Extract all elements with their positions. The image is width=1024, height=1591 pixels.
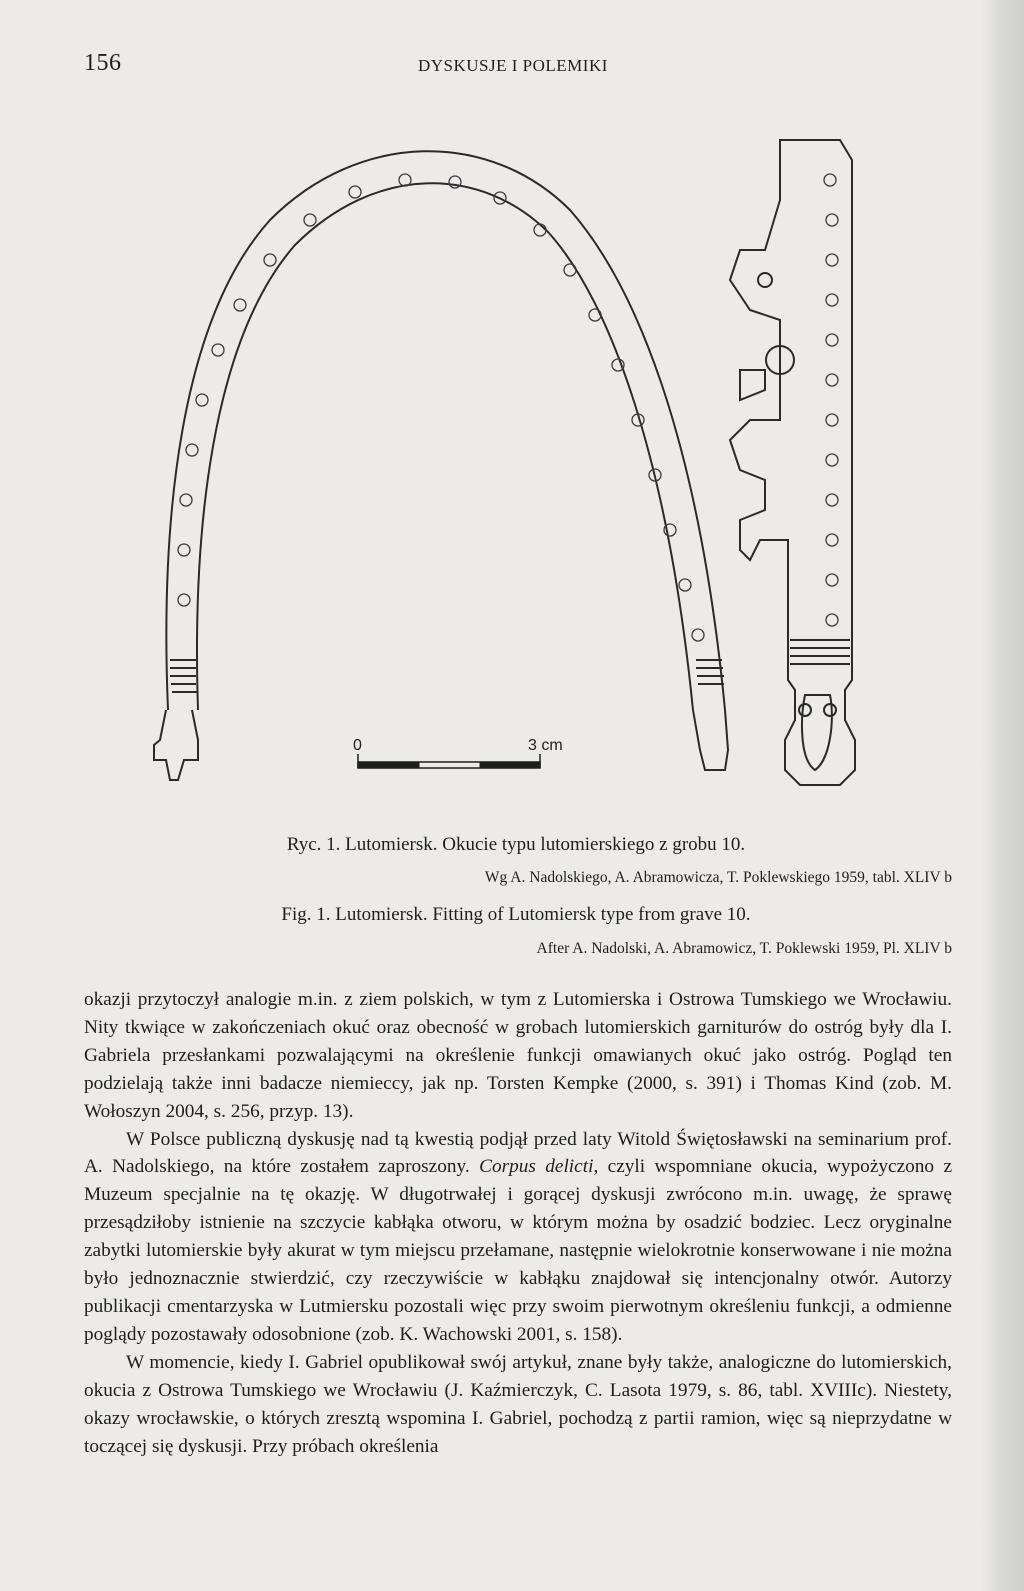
paragraph-3: W momencie, kiedy I. Gabriel opublikował swój artykuł, znane były także, analogiczne do lutomierskich, okucia z Ostrowa Tumskiego we Wrocławiu (J. Kaźmierczyk, C. Lasota 1979, s. 86, tabl. XVIIIc). Niestety, okazy wrocławskie, o których zresztą wspomina I. Gabriel, pochodzą z partii ramion, więc są nieprzydatne w toczącej się dyskusji. Przy próbach określenia bbox=[84, 1351, 952, 1457]
scale-zero-label: 0 bbox=[353, 737, 362, 754]
figure-caption-polish: Ryc. 1. Lutomiersk. Okucie typu lutomierskiego z grobu 10. bbox=[286, 834, 746, 855]
figure-source-english: After A. Nadolski, A. Abramowicz, T. Poklewski 1959, Pl. XLIV b bbox=[536, 940, 952, 957]
fitting-plate-drawing bbox=[730, 140, 855, 785]
running-head: DYSKUSJE I POLEMIKI bbox=[418, 56, 608, 75]
scale-unit-label: 3 cm bbox=[528, 737, 563, 754]
figure-source-polish: Wg A. Nadolskiego, A. Abramowicza, T. Poklewskiego 1959, tabl. XLIV b bbox=[484, 869, 952, 886]
figure-caption-english: Fig. 1. Lutomiersk. Fitting of Lutomiersk type from grave 10. bbox=[281, 904, 751, 925]
body-text bbox=[84, 986, 952, 1460]
paragraph-2: W Polsce publiczną dyskusję nad tą kwestią podjął przed laty Witold Świętosławski na seminarium prof. A. Nadolskiego, na które zostałem zaproszony. Corpus delicti, czyli wspomniane okucia, wypożyczono z Muzeum specjalnie na tę okazję. W długotrwałej i gorącej dyskusji zwrócono m.in. uwagę, że sprawę przesądziłoby istnienie na szczycie kabłąka otworu, w którym można by osadzić bodziec. Lecz oryginalne zabytki lutomierskie były akurat w tym miejscu przełamane, następnie wielokrotnie konserwowane i nie można było jednoznacznie stwierdzić, czy rzeczywiście w kabłąku znajdował się intencjonalny otwór. Autorzy publikacji cmentarzyska w Lutmiersku pozostali więc przy swoim pierwotnym określeniu funkcji, a odmienne poglądy pozostawały odosobnione (zob. K. Wachowski 2001, s. 158). bbox=[84, 1128, 953, 1345]
paragraph-1: okazji przytoczył analogie m.in. z ziem polskich, w tym z Lutomierska i Ostrowa Tumskiego we Wrocławiu. Nity tkwiące w zakończeniach okuć oraz obecność w grobach lutomierskich garniturów do ostróg były dla I. Gabriela przesłankami pozwalającymi na określenie funkcji omawianych okuć jako ostróg. Pogląd ten podzielają także inni badacze niemieccy, jak np. Torsten Kempke (2000, s. 391) i Thomas Kind (zob. M. Wołoszyn 2004, s. 256, przyp. 13). bbox=[84, 989, 952, 1122]
page-number: 156 bbox=[84, 50, 122, 76]
bow-ornament bbox=[178, 174, 704, 641]
scale-bar bbox=[358, 754, 540, 768]
page-edge-shadow bbox=[982, 0, 1024, 1591]
figure-illustration bbox=[140, 120, 860, 800]
italic-corpus-delicti: Corpus delicti bbox=[479, 1156, 594, 1178]
plate-ornament bbox=[824, 174, 838, 626]
spur-bow-drawing bbox=[154, 151, 728, 780]
